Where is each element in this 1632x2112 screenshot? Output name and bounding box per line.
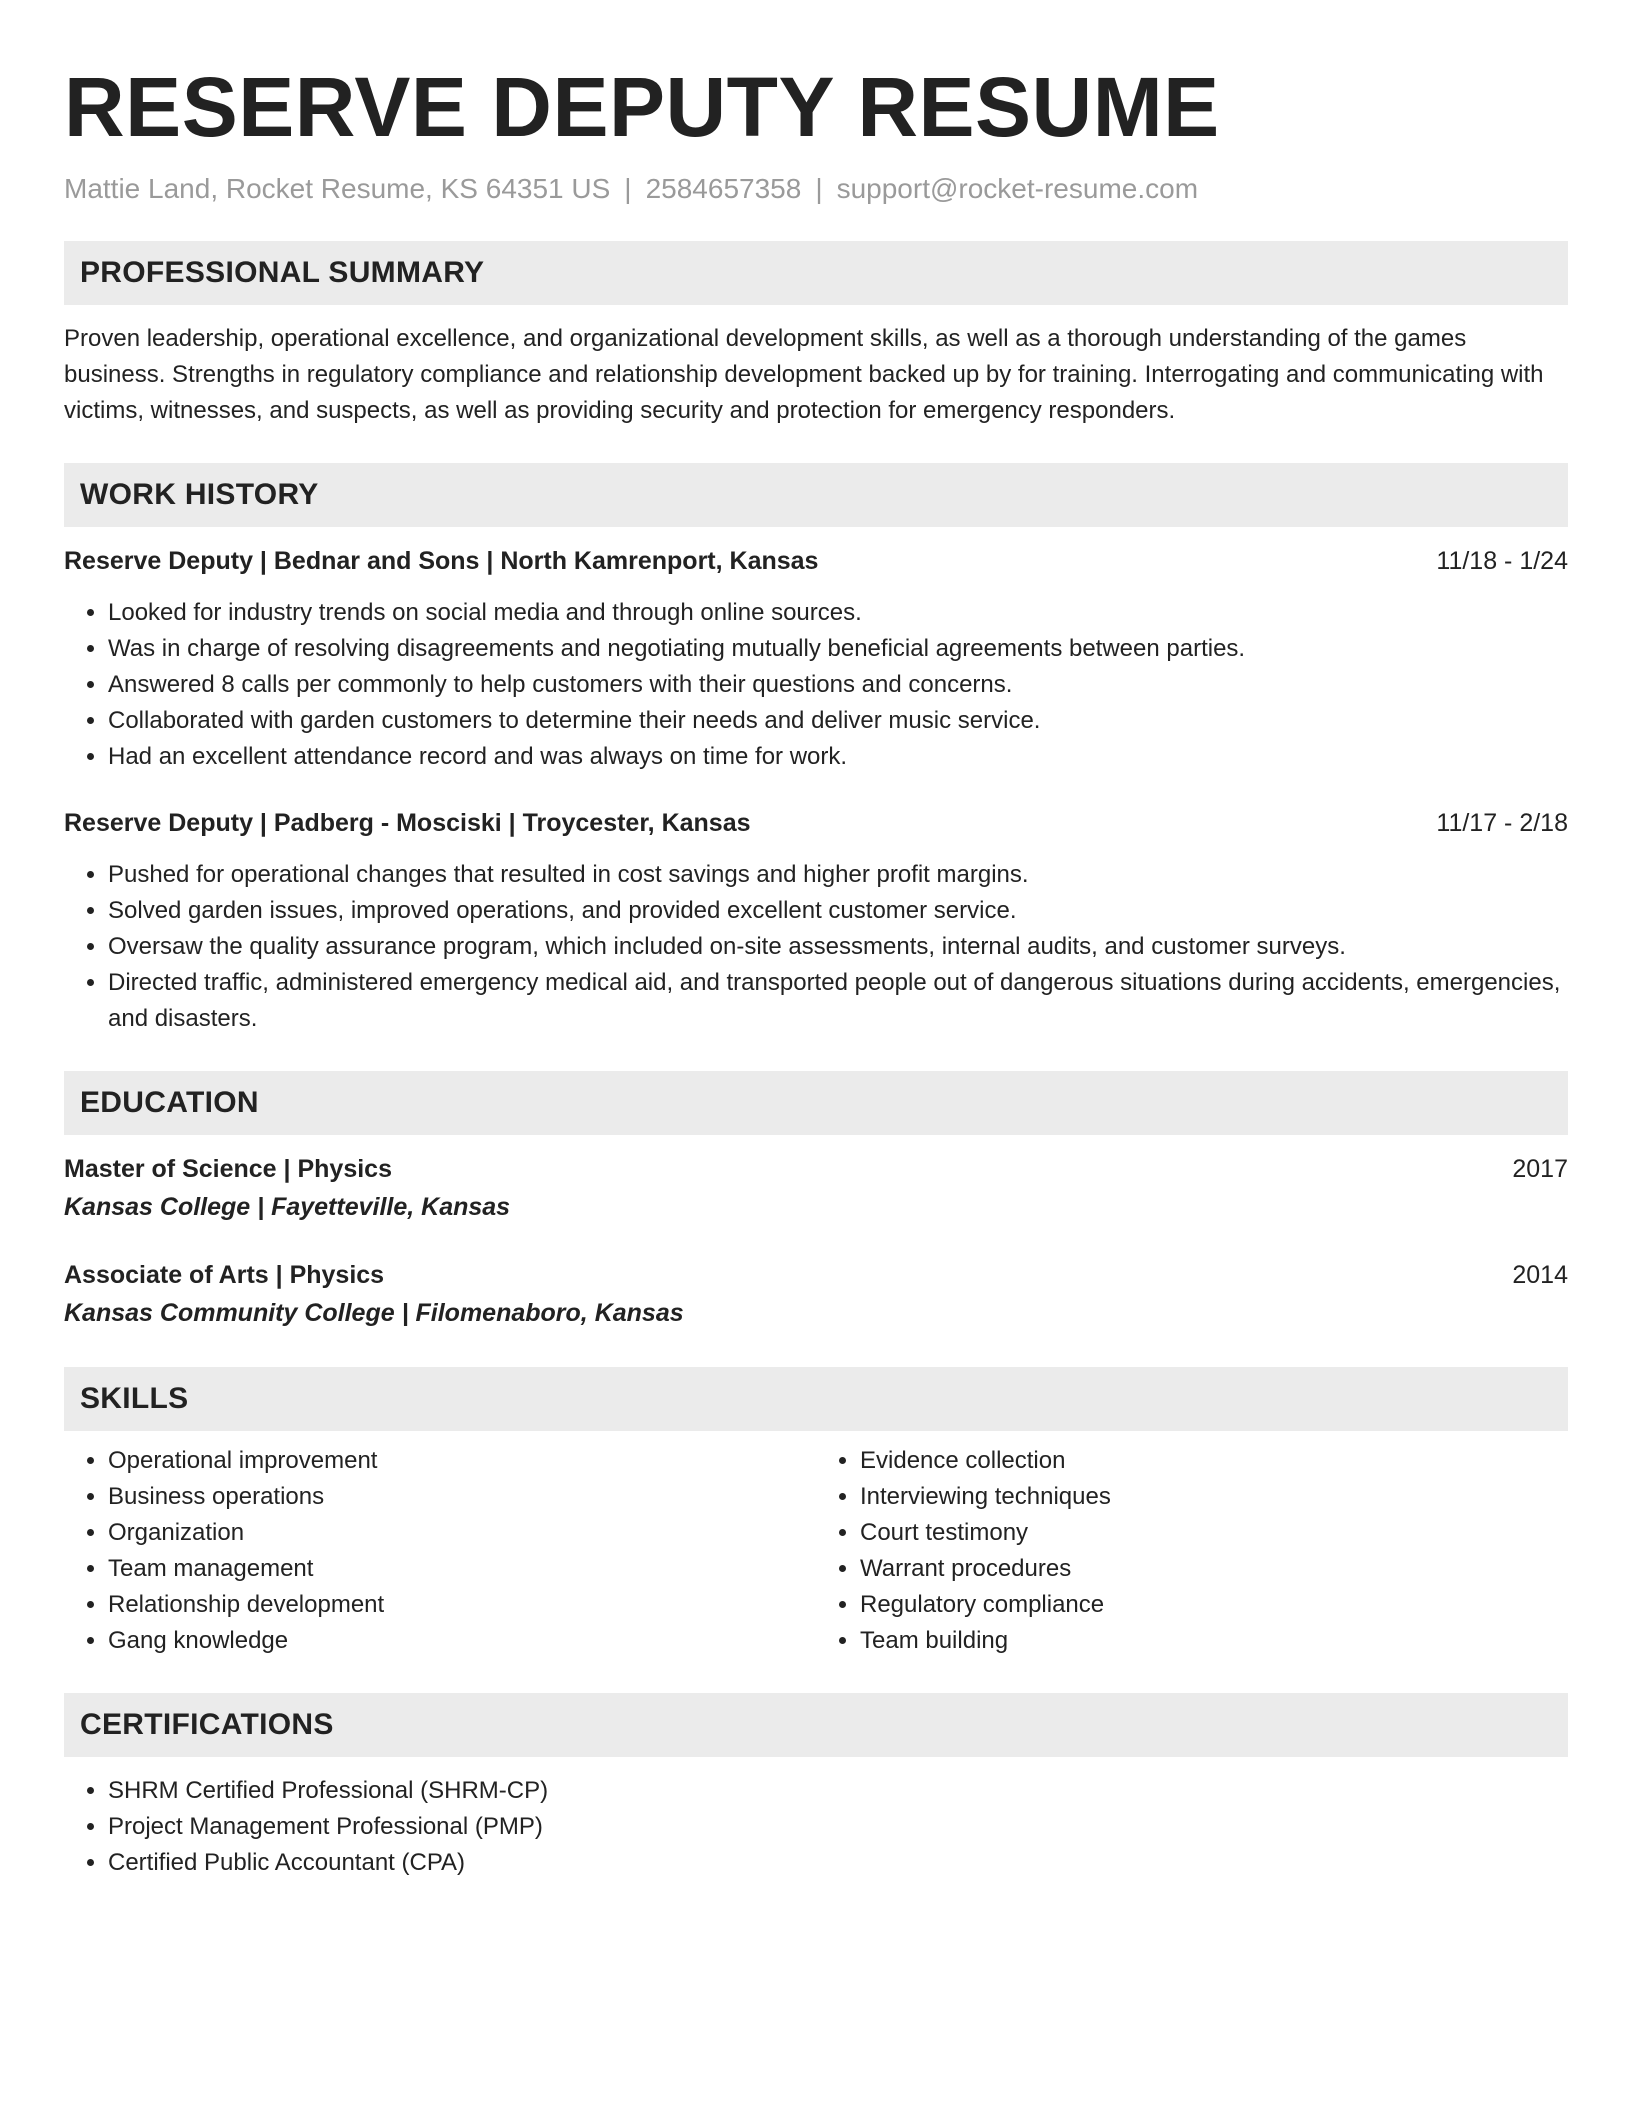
- summary-text: Proven leadership, operational excellence, and organizational development skills, as well as a thorough understanding of the games business. Strengths in regulatory compliance and relationship development backed up by for training. Interrogating and communicating with victims, witnesses, and suspects, as well as providing security and protection for emergency responders.: [64, 325, 1544, 424]
- education-school: Kansas College | Fayetteville, Kansas: [64, 1193, 511, 1221]
- contact-phone: 2584657358: [645, 173, 802, 204]
- education-heading: EDUCATION: [80, 1086, 259, 1119]
- job-duty: • Oversaw the quality assurance program, which included on-site assessments, internal audits, and customer surveys.: [108, 929, 1568, 965]
- summary-section-header: [64, 241, 1568, 305]
- job-duty: • Solved garden issues, improved operations, and provided excellent customer service.: [108, 893, 1568, 929]
- skill-item: • Warrant procedures: [860, 1551, 1568, 1587]
- job-duty: • Directed traffic, administered emergency medical aid, and transported people out of dangerous situations during accidents, emergencies, and disasters.: [108, 965, 1568, 1037]
- skills-section-header: [64, 1367, 1568, 1431]
- skills-list-left: [64, 1443, 816, 1659]
- certifications-list: [64, 1773, 1568, 1881]
- skill-item: • Relationship development: [108, 1587, 816, 1623]
- job-title-line: Reserve Deputy | Bednar and Sons | North Kamrenport, Kansas: [64, 547, 819, 575]
- job-duty: • Collaborated with garden customers to determine their needs and deliver music service.: [108, 703, 1568, 739]
- education-header-row: [64, 1257, 1568, 1293]
- certification-item: • SHRM Certified Professional (SHRM-CP): [108, 1773, 1568, 1809]
- skill-item: • Operational improvement: [108, 1443, 816, 1479]
- job-duty: • Answered 8 calls per commonly to help customers with their questions and concerns.: [108, 667, 1568, 703]
- skill-item: • Court testimony: [860, 1515, 1568, 1551]
- skill-item: • Regulatory compliance: [860, 1587, 1568, 1623]
- resume-title: RESERVE DEPUTY RESUME: [64, 60, 1220, 154]
- job-header-row: [64, 805, 1568, 841]
- education-header-row: [64, 1151, 1568, 1187]
- education-year: 2017: [1512, 1155, 1568, 1183]
- skills-grid: [64, 1443, 1568, 1659]
- education-degree: Associate of Arts | Physics: [64, 1261, 385, 1289]
- job-entry: [64, 805, 1568, 1037]
- job-title-line: Reserve Deputy | Padberg - Mosciski | Troycester, Kansas: [64, 809, 751, 837]
- job-duty: • Looked for industry trends on social media and through online sources.: [108, 595, 1568, 631]
- skill-item: • Business operations: [108, 1479, 816, 1515]
- certifications-heading: CERTIFICATIONS: [80, 1708, 334, 1741]
- certification-item: • Certified Public Accountant (CPA): [108, 1845, 1568, 1881]
- job-header-row: [64, 543, 1568, 579]
- education-entry: [64, 1151, 1568, 1227]
- skills-list-right: [816, 1443, 1568, 1659]
- job-dates: 11/18 - 1/24: [1436, 547, 1568, 575]
- job-entry: [64, 543, 1568, 775]
- job-duties-list: [64, 857, 1568, 1037]
- job-duty: • Pushed for operational changes that resulted in cost savings and higher profit margins.: [108, 857, 1568, 893]
- contact-separator: |: [815, 173, 823, 204]
- job-dates: 11/17 - 2/18: [1436, 809, 1568, 837]
- education-year: 2014: [1512, 1261, 1568, 1289]
- job-duty: • Was in charge of resolving disagreements and negotiating mutually beneficial agreements between parties.: [108, 631, 1568, 667]
- education-school: Kansas Community College | Filomenaboro, Kansas: [64, 1299, 684, 1327]
- work-heading: WORK HISTORY: [80, 478, 319, 511]
- skill-item: • Interviewing techniques: [860, 1479, 1568, 1515]
- contact-email: support@rocket-resume.com: [836, 173, 1199, 204]
- skills-heading: SKILLS: [80, 1382, 189, 1415]
- skill-item: • Team management: [108, 1551, 816, 1587]
- job-duty: • Had an excellent attendance record and was always on time for work.: [108, 739, 1568, 775]
- summary-heading: PROFESSIONAL SUMMARY: [80, 256, 485, 289]
- skill-item: • Organization: [108, 1515, 816, 1551]
- contact-address: Mattie Land, Rocket Resume, KS 64351 US: [64, 173, 611, 204]
- education-degree: Master of Science | Physics: [64, 1155, 392, 1183]
- contact-line: [64, 171, 1568, 207]
- work-section-header: [64, 463, 1568, 527]
- skill-item: • Evidence collection: [860, 1443, 1568, 1479]
- contact-separator: |: [624, 173, 632, 204]
- skill-item: • Team building: [860, 1623, 1568, 1659]
- education-entry: [64, 1257, 1568, 1333]
- certifications-section-header: [64, 1693, 1568, 1757]
- skill-item: • Gang knowledge: [108, 1623, 816, 1659]
- education-section-header: [64, 1071, 1568, 1135]
- job-duties-list: [64, 595, 1568, 775]
- certification-item: • Project Management Professional (PMP): [108, 1809, 1568, 1845]
